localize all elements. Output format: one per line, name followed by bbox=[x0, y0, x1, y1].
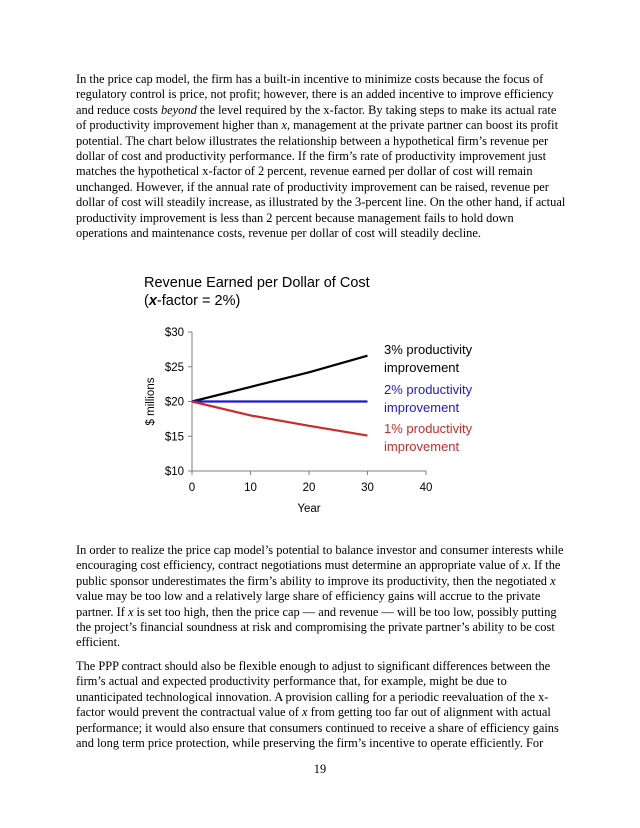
x-axis-label: Year bbox=[297, 503, 321, 515]
chart-title-line2-x: x bbox=[148, 293, 157, 309]
chart-title-line2-prefix: ( bbox=[144, 293, 149, 309]
y-tick-label: $25 bbox=[164, 361, 184, 374]
text-run: . If the public sponsor underestimates the firm’s ability to improve its productivity, then the negotiated bbox=[76, 558, 561, 588]
paragraph-1 bbox=[76, 72, 566, 241]
y-tick-label: $20 bbox=[164, 396, 184, 409]
x-tick-label: 30 bbox=[361, 482, 374, 494]
series-label-3: improvement bbox=[384, 439, 460, 454]
series-label-1: improvement bbox=[384, 360, 460, 375]
text-run: The PPP contract should also be flexible enough to adjust to significant differences between the firm’s actual and expected productivity performance that, for example, might be due to unanticipated technological innovation. A provision calling for a periodic reevaluation of the x-factor would prevent the contractual value of bbox=[76, 659, 551, 720]
series-label-2: improvement bbox=[384, 400, 460, 415]
chart-title-line2-suffix: -factor = 2%) bbox=[156, 293, 241, 309]
page-number: 19 bbox=[313, 762, 327, 776]
revenue-chart bbox=[130, 270, 510, 520]
text-run: from getting too far out of alignment with actual performance; it would also ensure that consumers continued to receive a share of efficiency gains and long term price protection, while preserving the firm’s incentive to operate efficiently. For bbox=[76, 705, 559, 751]
x-tick-label: 40 bbox=[419, 482, 433, 494]
y-tick-label: $15 bbox=[164, 431, 184, 444]
series-line-1 bbox=[192, 356, 368, 402]
italic-text: x bbox=[127, 604, 134, 619]
series-label-2: 2% productivity bbox=[384, 382, 473, 397]
x-tick-label: 10 bbox=[244, 482, 257, 494]
chart-title-line1: Revenue Earned per Dollar of Cost bbox=[144, 275, 370, 291]
y-axis-label: $ millions bbox=[145, 377, 157, 426]
italic-text: x bbox=[281, 118, 287, 133]
text-run: In order to realize the price cap model’s potential to balance investor and consumer interests while encouraging cost efficiency, contract negotiations must determine an appropriate value of bbox=[76, 543, 564, 573]
series-line-3 bbox=[192, 402, 368, 436]
italic-text: x bbox=[550, 573, 556, 588]
text-run: is set too high, then the price cap — and revenue — will be too low, possibly putting the project’s financial soundness at risk and compromising the private partner’s ability to be cost efficient. bbox=[76, 604, 557, 650]
y-tick-label: $10 bbox=[164, 466, 184, 478]
x-tick-label: 20 bbox=[302, 482, 316, 494]
paragraph-2 bbox=[76, 543, 566, 651]
y-tick-label: $30 bbox=[164, 327, 184, 339]
series-label-3: 1% productivity bbox=[384, 421, 473, 436]
text-run: , management at the private partner can boost its profit potential. The chart below illustrates the relationship between a hypothetical firm’s revenue per dollar of cost and productivity performance. If the firm’s rate of productivity improvement just matches the hypothetical x-factor of 2 percent, revenue earned per dollar of cost will remain unchanged. However, if the annual rate of productivity improvement can be raised, revenue per dollar of cost will steadily increase, as illustrated by the 3-percent line. On the other hand, if actual productivity improvement is less than 2 percent because management fails to hold down operations and maintenance costs, revenue per dollar of cost will steadily decline. bbox=[76, 118, 566, 241]
text-run: the level required by the x-factor. By taking steps to make its actual rate of productivity improvement higher than bbox=[76, 102, 557, 133]
chart-title bbox=[144, 274, 370, 310]
paragraph-3 bbox=[76, 659, 566, 751]
italic-text: x bbox=[522, 558, 528, 573]
italic-text: beyond bbox=[160, 102, 197, 117]
text-run: In the price cap model, the firm has a built-in incentive to minimize costs because the focus of regulatory control is price, not profit; however, there is an added incentive to improve efficiency and reduce costs bbox=[76, 72, 554, 117]
italic-text: x bbox=[302, 705, 308, 720]
text-run: value may be too low and a relatively large share of efficiency gains will accrue to the private partner. If bbox=[76, 589, 541, 619]
series-label-1: 3% productivity bbox=[384, 342, 473, 357]
x-tick-label: 0 bbox=[188, 482, 196, 494]
